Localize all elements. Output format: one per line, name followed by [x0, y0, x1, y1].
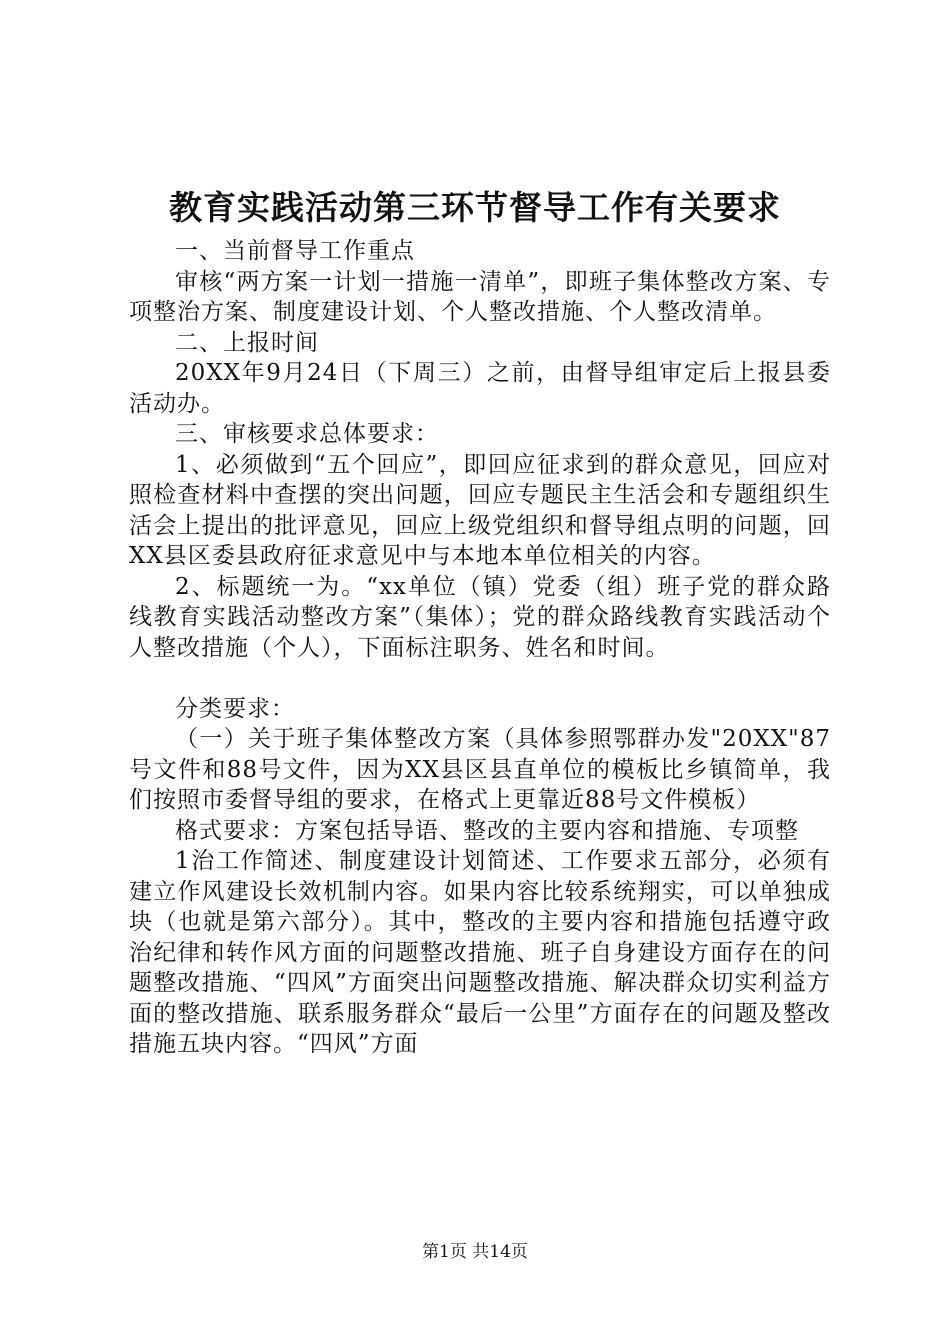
document-body [129, 236, 831, 1060]
paragraph-requirement-2: 2、标题统一为。“xx单位（镇）党委（组）班子党的群众路线教育实践活动整改方案”（集体）；党的群众路线教育实践活动个人整改措施（个人），下面标注职务、姓名和时间。 [129, 573, 831, 661]
paragraph-review-items: 审核“两方案一计划一措施一清单”，即班子集体整改方案、专项整治方案、制度建设计划、个人整改措施、个人整改清单。 [129, 268, 831, 325]
document-title: 教育实践活动第三环节督导工作有关要求 [169, 188, 781, 227]
paragraph-format-detail: 1治工作简述、制度建设计划简述、工作要求五部分，必须有建立作风建设长效机制内容。如果内容比较系统翔实，可以单独成块（也就是第六部分）。其中，整改的主要内容和措施包括遵守政治纪律和转作风方面的问题整改措施、班子自身建设方面存在的问题整改措施、“四风”方面突出问题整改措施、解决群众切实利益方面的整改措施、联系服务群众“最后一公里”方面存在的问题及整改措施五块内容。“四风”方面 [129, 848, 831, 1057]
paragraph-format: 格式要求：方案包括导语、整改的主要内容和措施、专项整 [175, 817, 799, 844]
section-heading-focus: 一、当前督导工作重点 [175, 238, 415, 264]
section-heading-requirements: 三、审核要求总体要求： [175, 421, 439, 447]
section-heading-deadline: 二、上报时间 [175, 329, 319, 356]
paragraph-requirement-1: 1、必须做到“五个回应”，即回应征求到的群众意见，回应对照检查材料中查摆的突出问题，回应专题民主生活会和专题组织生活会上提出的批评意见，回应上级党组织和督导组点明的问题，回XX县区委县政府征求意见中与本地本单位相关的内容。 [129, 451, 831, 569]
page-number: 第1页 共14页 [422, 1242, 528, 1262]
section-heading-categories: 分类要求： [175, 695, 295, 722]
paragraph-deadline: 20XX年9月24日（下周三）之前，由督导组审定后上报县委活动办。 [129, 360, 831, 417]
paragraph-spacer [129, 663, 831, 694]
paragraph-category-1: （一）关于班子集体整改方案（具体参照鄂群办发"20XX"87号文件和88号文件，因为XX县区县直单位的模板比乡镇简单，我们按照市委督导组的要求，在格式上更靠近88号文件模板） [129, 726, 831, 813]
